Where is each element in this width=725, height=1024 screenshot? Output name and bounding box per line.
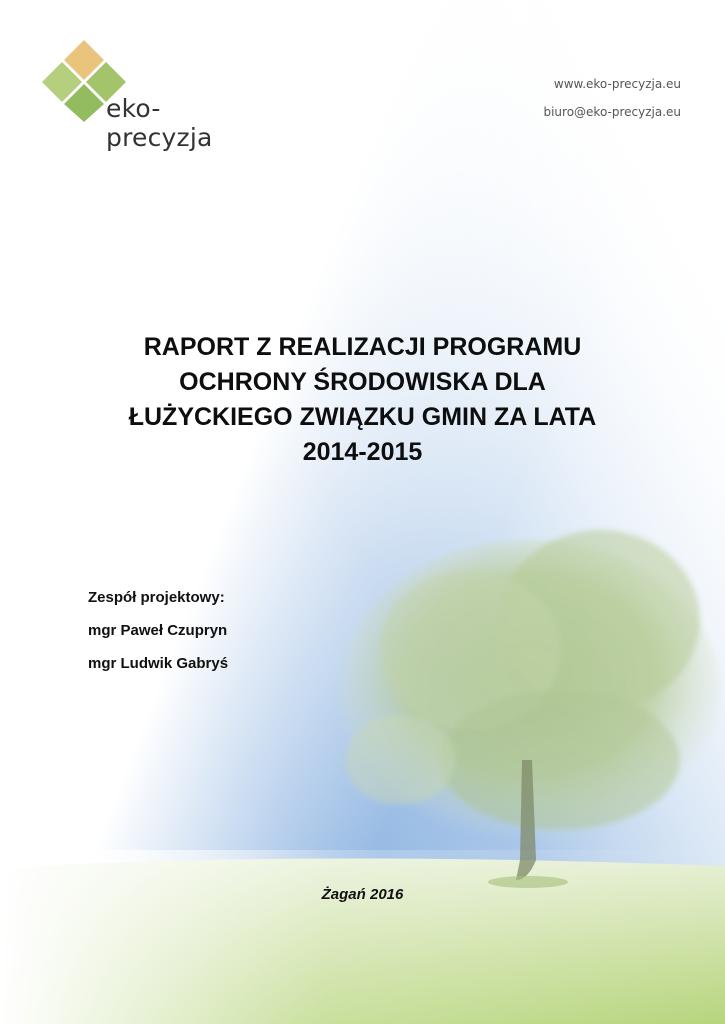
title-line: RAPORT Z REALIZACJI PROGRAMU [143, 333, 582, 361]
logo-wordmark: eko-precyzja [106, 94, 213, 152]
company-logo [42, 38, 262, 152]
title-line: ŁUŻYCKIEGO ZWIĄZKU GMIN ZA LATA [128, 403, 597, 431]
title-line: 2014-2015 [302, 438, 423, 466]
contact-info [543, 76, 681, 132]
team-member: mgr Paweł Czupryn [88, 622, 228, 639]
project-team [88, 588, 228, 687]
place-and-date: Żagań 2016 [321, 886, 404, 903]
website-link[interactable]: www.eko-precyzja.eu [553, 77, 681, 91]
team-heading: Zespół projektowy: [88, 589, 225, 606]
team-member: mgr Ludwik Gabryś [88, 655, 229, 672]
email-link[interactable]: biuro@eko-precyzja.eu [543, 105, 681, 119]
report-title [60, 330, 665, 470]
title-line: OCHRONY ŚRODOWISKA DLA [179, 368, 546, 396]
